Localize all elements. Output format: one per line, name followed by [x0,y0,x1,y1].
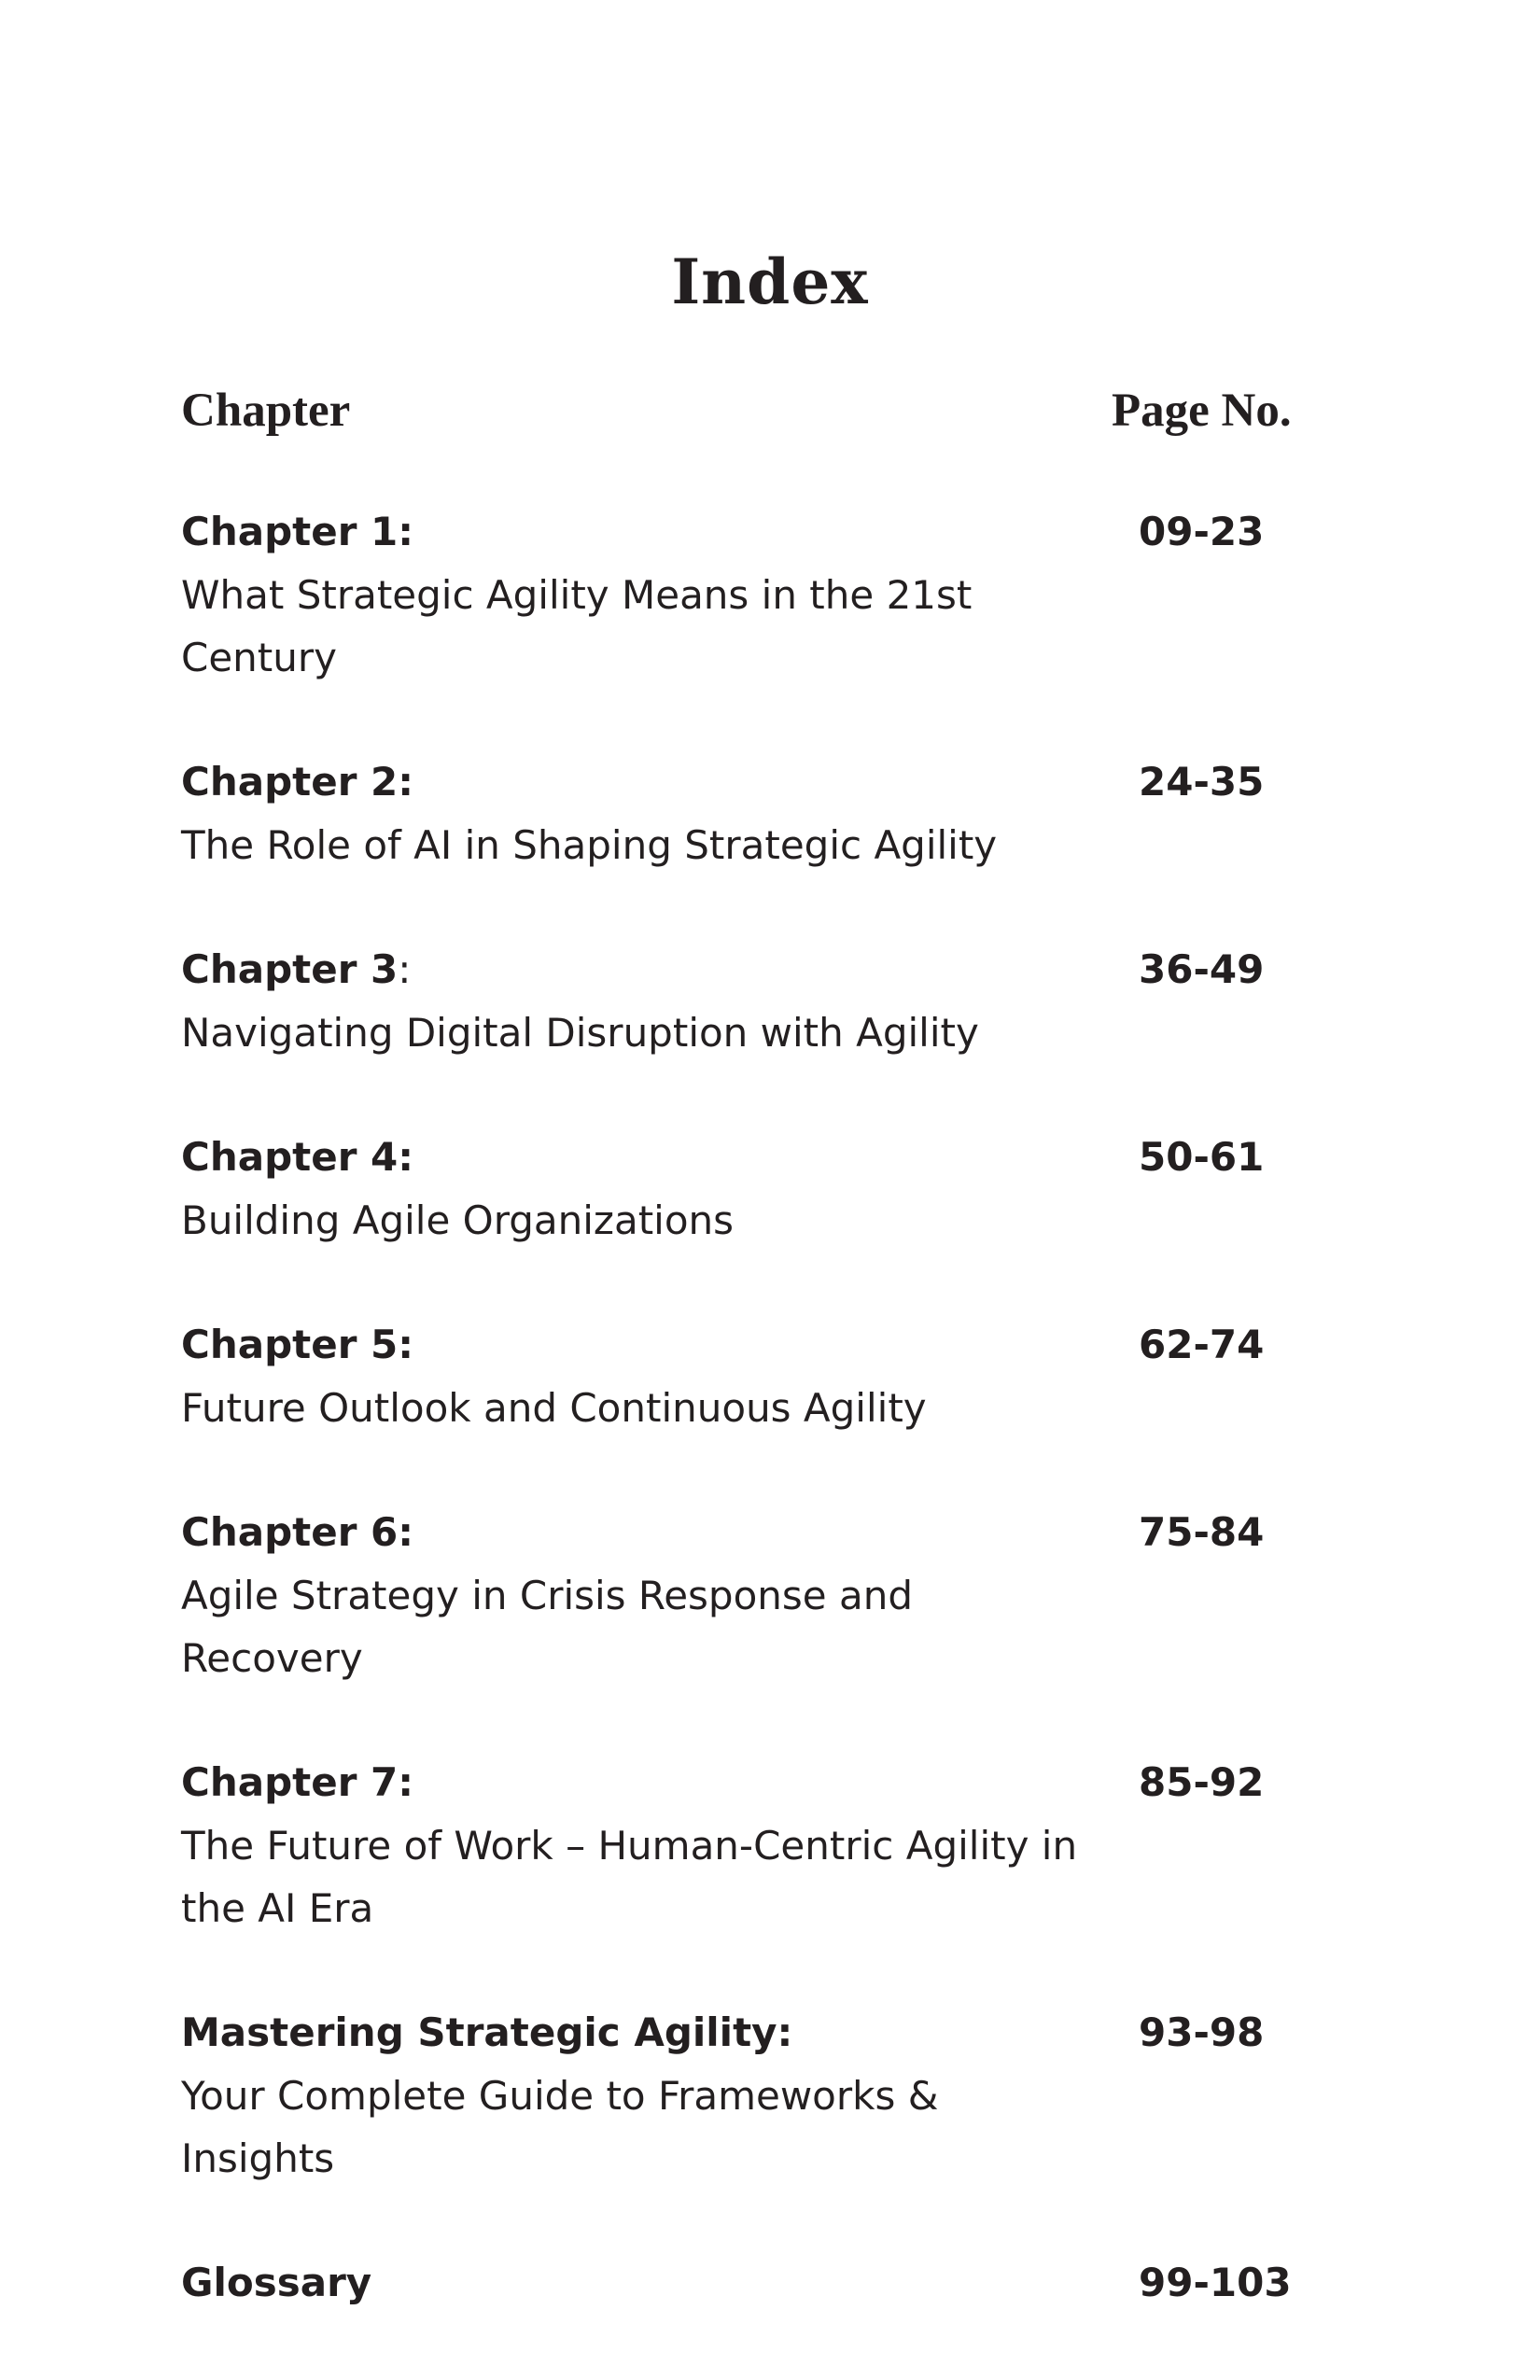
index-entry-mastering [181,2001,1394,2190]
index-entry-chapter-1 [181,500,1394,689]
entry-subtitle: Building Agile Organizations [181,1197,735,1243]
entry-subtitle: Your Complete Guide to Frameworks & Insights [181,2073,939,2181]
entry-page-range: 99-103 [1139,2260,1292,2305]
index-entry-chapter-7 [181,1751,1394,1939]
entry-page-range: 85-92 [1139,1759,1265,1805]
entry-heading: Glossary [181,2260,372,2305]
entry-page-range: 50-61 [1139,1134,1265,1180]
entry-heading: Chapter 7: [181,1759,414,1805]
entry-heading: Mastering Strategic Agility: [181,2009,793,2055]
index-entry-chapter-2 [181,750,1394,876]
entry-heading: Chapter 4: [181,1134,414,1180]
entry-page-range: 09-23 [1139,509,1265,554]
entry-heading: Chapter 5: [181,1322,414,1367]
entry-page-range: 24-35 [1139,759,1265,805]
entry-subtitle: What Strategic Agility Means in the 21st Century [181,572,973,680]
index-entry-chapter-5 [181,1313,1394,1439]
page-number-column-header: Page No. [1112,385,1292,437]
page-title: Index [671,245,869,318]
entry-heading: Chapter 6: [181,1509,414,1555]
entry-heading: Chapter 2: [181,759,414,805]
entry-subtitle: The Role of AI in Shaping Strategic Agility [181,822,998,868]
entry-heading-text: Chapter 3 [181,946,399,992]
index-entry-glossary [181,2251,1394,2315]
entry-heading: Chapter 1: [181,509,414,554]
index-entry-chapter-4 [181,1126,1394,1252]
entry-subtitle: Navigating Digital Disruption with Agility [181,1010,979,1056]
index-entries [181,500,1394,2376]
index-entry-chapter-6 [181,1501,1394,1689]
entry-page-range: 36-49 [1139,946,1265,992]
index-entry-chapter-3 [181,938,1394,1064]
entry-page-range: 75-84 [1139,1509,1265,1555]
chapter-column-header: Chapter [181,385,351,437]
entry-page-range: 62-74 [1139,1322,1265,1367]
entry-subtitle: Agile Strategy in Crisis Response and Recovery [181,1573,913,1681]
entry-heading-colon: : [398,946,412,992]
entry-page-range: 93-98 [1139,2009,1265,2055]
entry-subtitle: The Future of Work – Human-Centric Agility in the AI Era [181,1823,1078,1931]
entry-subtitle: Future Outlook and Continuous Agility [181,1385,927,1431]
